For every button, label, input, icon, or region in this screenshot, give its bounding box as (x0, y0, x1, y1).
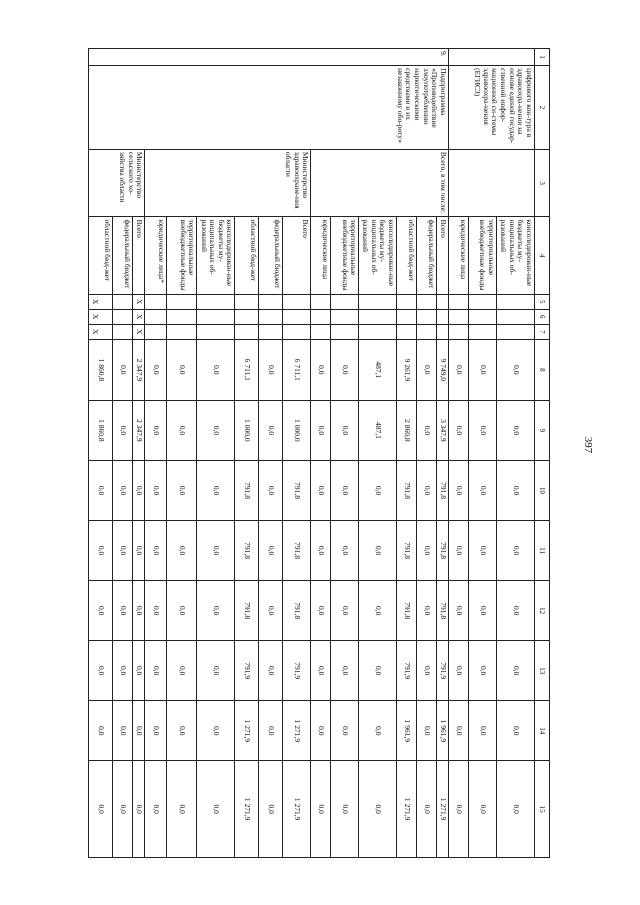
value-cell: 0,0 (497, 521, 535, 581)
table-row (283, 49, 311, 858)
value-cell: 0,0 (331, 641, 359, 701)
value-cell: 0,0 (331, 339, 359, 400)
value-cell: 0,0 (449, 460, 469, 520)
value-cell: 0,0 (197, 701, 235, 761)
value-cell: 0,0 (197, 400, 235, 460)
source-label: Всего (437, 217, 449, 294)
value-cell: 0,0 (89, 761, 113, 858)
header-cell: 5 (535, 294, 550, 309)
value-cell: 0,0 (417, 761, 437, 858)
measure-name: цифрового кон-тура в здравоохра-нении на основе единой государ-ственной инфор-мационной си-стемы здравоохра-нения (ЕГИСЗ) (449, 66, 535, 150)
table-row (437, 49, 449, 858)
source-label: федеральный бюджет (417, 217, 437, 294)
value-cell: 0,0 (359, 641, 397, 701)
header-row (535, 49, 550, 858)
header-cell: 13 (535, 641, 550, 701)
value-cell: 0,0 (167, 521, 197, 581)
value-cell: 0,0 (113, 701, 133, 761)
table-row (497, 49, 535, 858)
row-number: 9. (89, 49, 449, 66)
value-cell: 1 271,9 (283, 701, 311, 761)
header-cell: 7 (535, 324, 550, 339)
header-cell: 2 (535, 66, 550, 150)
value-cell: 0,0 (497, 761, 535, 858)
value-cell: 0,0 (259, 460, 283, 520)
value-cell: 0,0 (311, 400, 331, 460)
value-cell: 0,0 (145, 581, 167, 641)
value-cell: 0,0 (133, 761, 145, 858)
value-cell: 1 271,9 (283, 761, 311, 858)
value-cell: 487,1 (359, 339, 397, 400)
value-cell: 0,0 (331, 701, 359, 761)
value-cell: 791,8 (397, 460, 417, 520)
value-cell: 9 261,9 (397, 339, 417, 400)
header-cell: 9 (535, 400, 550, 460)
value-cell: 0,0 (469, 701, 497, 761)
value-cell: 1 961,9 (437, 701, 449, 761)
header-cell: 1 (535, 49, 550, 66)
executor: Всего, в том числе: (311, 149, 449, 217)
value-cell: 0,0 (197, 339, 235, 400)
value-cell: 791,8 (283, 581, 311, 641)
value-cell: 0,0 (133, 641, 145, 701)
header-cell: 11 (535, 521, 550, 581)
value-cell: 0,0 (331, 581, 359, 641)
value-cell: 1 271,9 (397, 761, 417, 858)
value-cell: 0,0 (469, 400, 497, 460)
source-label: юридические лица (311, 217, 331, 294)
value-cell: 0,0 (331, 761, 359, 858)
header-cell: 12 (535, 581, 550, 641)
value-cell: 791,9 (235, 641, 259, 701)
value-cell: 0,0 (113, 641, 133, 701)
executor (449, 149, 535, 217)
source-label: территориальные внебюджетные фонды (331, 217, 359, 294)
value-cell: 0,0 (449, 400, 469, 460)
value-cell: 0,0 (197, 521, 235, 581)
value-cell: 0,0 (197, 581, 235, 641)
value-cell: 0,0 (359, 701, 397, 761)
value-cell: 0,0 (89, 701, 113, 761)
value-cell: 0,0 (89, 581, 113, 641)
value-cell: 1 271,9 (437, 761, 449, 858)
value-cell: 0,0 (113, 460, 133, 520)
header-cell: 4 (535, 217, 550, 294)
value-cell: 0,0 (167, 400, 197, 460)
value-cell: 0,0 (259, 400, 283, 460)
value-cell: 0,0 (469, 339, 497, 400)
value-cell: 0,0 (259, 701, 283, 761)
value-cell: 0,0 (145, 521, 167, 581)
value-cell: 791,8 (235, 460, 259, 520)
value-cell: 0,0 (417, 521, 437, 581)
value-cell: 6 711,1 (235, 339, 259, 400)
value-cell: 0,0 (145, 339, 167, 400)
value-cell: 0,0 (497, 400, 535, 460)
value-cell: 0,0 (167, 761, 197, 858)
value-cell: 0,0 (259, 641, 283, 701)
source-label: Всего (133, 217, 145, 294)
value-cell: 2 347,9 (133, 339, 145, 400)
value-cell: 0,0 (469, 581, 497, 641)
value-cell: 0,0 (113, 761, 133, 858)
value-cell: 791,8 (235, 581, 259, 641)
value-cell: 0,0 (89, 521, 113, 581)
value-cell: 791,8 (437, 581, 449, 641)
value-cell: 791,9 (437, 641, 449, 701)
value-cell: 0,0 (167, 701, 197, 761)
value-cell: 0,0 (311, 701, 331, 761)
value-cell: 791,9 (397, 641, 417, 701)
value-cell: 0,0 (133, 460, 145, 520)
value-cell: 1 961,9 (397, 701, 417, 761)
value-cell: 0,0 (469, 641, 497, 701)
value-cell: 0,0 (145, 400, 167, 460)
source-label: консолидирован-ные бюджеты му-ниципальных об-разований (197, 217, 235, 294)
value-cell: 0,0 (469, 460, 497, 520)
value-cell: 0,0 (167, 641, 197, 701)
value-cell: 0,0 (449, 521, 469, 581)
value-cell: 0,0 (145, 761, 167, 858)
value-cell: 791,8 (235, 521, 259, 581)
value-cell: 0,0 (417, 701, 437, 761)
value-cell: 0,0 (113, 581, 133, 641)
page-number: 397 (582, 436, 594, 454)
value-cell: 0,0 (497, 460, 535, 520)
value-cell: 0,0 (311, 581, 331, 641)
value-cell: 0,0 (311, 339, 331, 400)
header-cell: 14 (535, 701, 550, 761)
value-cell: 1 860,8 (89, 339, 113, 400)
value-cell: 791,8 (283, 460, 311, 520)
source-label: федеральный бюджет (113, 217, 133, 294)
header-cell: 6 (535, 309, 550, 324)
value-cell: 0,0 (197, 641, 235, 701)
value-cell: 791,8 (397, 581, 417, 641)
table-row (133, 49, 145, 858)
value-cell: 0,0 (259, 761, 283, 858)
source-label: консолидирован-ные бюджеты му-ниципальных об-разований (497, 217, 535, 294)
source-label: юридические лица* (145, 217, 167, 294)
header-cell: 15 (535, 761, 550, 858)
value-cell: 0,0 (449, 339, 469, 400)
value-cell: 0,0 (449, 761, 469, 858)
value-cell: 9 749,0 (437, 339, 449, 400)
value-cell: 0,0 (145, 701, 167, 761)
value-cell: 0,0 (311, 761, 331, 858)
value-cell: 487,1 (359, 400, 397, 460)
value-cell: 0,0 (311, 460, 331, 520)
value-cell: 2 860,8 (397, 400, 417, 460)
x-mark: X (133, 324, 145, 339)
row-number (449, 49, 535, 66)
subprogram-name: Подпрограмма «Противодействие злоупотреблению наркотическими средствами и их незаконному обо-роту» (89, 66, 449, 150)
value-cell: 0,0 (359, 581, 397, 641)
value-cell: 0,0 (133, 581, 145, 641)
value-cell: 1 860,8 (89, 400, 113, 460)
x-mark: X (133, 309, 145, 324)
value-cell: 0,0 (359, 761, 397, 858)
value-cell: 0,0 (417, 581, 437, 641)
value-cell: 791,8 (437, 460, 449, 520)
budget-table (89, 48, 551, 858)
value-cell: 1 271,9 (235, 701, 259, 761)
source-label: Всего (283, 217, 311, 294)
source-label: территориальные внебюджетные фонды (167, 217, 197, 294)
value-cell: 3 347,9 (437, 400, 449, 460)
value-cell: 0,0 (259, 521, 283, 581)
value-cell: 0,0 (311, 521, 331, 581)
value-cell: 0,0 (89, 641, 113, 701)
executor: Министерство сельского хо-зяйства области (89, 149, 145, 217)
source-label: федеральный бюджет (259, 217, 283, 294)
value-cell: 0,0 (331, 460, 359, 520)
value-cell: 0,0 (133, 701, 145, 761)
header-cell: 10 (535, 460, 550, 520)
value-cell: 1 271,9 (235, 761, 259, 858)
source-label: областной бюд-жет (235, 217, 259, 294)
executor: Министерство здравоохране-ния области (145, 149, 311, 217)
value-cell: 0,0 (497, 339, 535, 400)
value-cell: 791,9 (283, 641, 311, 701)
value-cell: 0,0 (311, 641, 331, 701)
value-cell: 0,0 (417, 641, 437, 701)
value-cell: 2 347,9 (133, 400, 145, 460)
header-cell: 8 (535, 339, 550, 400)
x-mark: X (89, 324, 113, 339)
value-cell: 0,0 (469, 761, 497, 858)
value-cell: 0,0 (417, 339, 437, 400)
value-cell: 0,0 (449, 701, 469, 761)
value-cell: 0,0 (167, 581, 197, 641)
value-cell: 0,0 (331, 400, 359, 460)
value-cell: 791,8 (397, 521, 417, 581)
value-cell: 0,0 (113, 521, 133, 581)
value-cell: 0,0 (497, 581, 535, 641)
source-label: консолидирован-ные бюджеты му-ниципальных об-разований (359, 217, 397, 294)
value-cell: 0,0 (197, 761, 235, 858)
value-cell: 1 000,0 (235, 400, 259, 460)
x-mark: X (89, 309, 113, 324)
value-cell: 0,0 (167, 460, 197, 520)
value-cell: 0,0 (497, 641, 535, 701)
value-cell: 0,0 (167, 339, 197, 400)
value-cell: 0,0 (145, 460, 167, 520)
value-cell: 0,0 (469, 521, 497, 581)
value-cell: 0,0 (113, 400, 133, 460)
value-cell: 0,0 (133, 521, 145, 581)
value-cell: 0,0 (89, 460, 113, 520)
source-label: областной бюд-жет (397, 217, 417, 294)
value-cell: 0,0 (145, 641, 167, 701)
header-cell: 3 (535, 149, 550, 217)
rotated-table-frame (91, 48, 550, 858)
value-cell: 0,0 (197, 460, 235, 520)
value-cell: 791,8 (437, 521, 449, 581)
source-label: юридические лица (449, 217, 469, 294)
value-cell: 0,0 (331, 521, 359, 581)
value-cell: 0,0 (497, 701, 535, 761)
source-label: областной бюд-жет (89, 217, 113, 294)
source-label: территориальные внебюджетные фонды (469, 217, 497, 294)
value-cell: 0,0 (359, 521, 397, 581)
value-cell: 6 711,1 (283, 339, 311, 400)
value-cell: 0,0 (417, 400, 437, 460)
value-cell: 791,8 (283, 521, 311, 581)
value-cell: 0,0 (449, 581, 469, 641)
value-cell: 1 000,0 (283, 400, 311, 460)
x-mark: X (133, 294, 145, 309)
value-cell: 0,0 (417, 460, 437, 520)
value-cell: 0,0 (113, 339, 133, 400)
value-cell: 0,0 (359, 460, 397, 520)
x-mark: X (89, 294, 113, 309)
value-cell: 0,0 (449, 641, 469, 701)
value-cell: 0,0 (259, 581, 283, 641)
value-cell: 0,0 (259, 339, 283, 400)
